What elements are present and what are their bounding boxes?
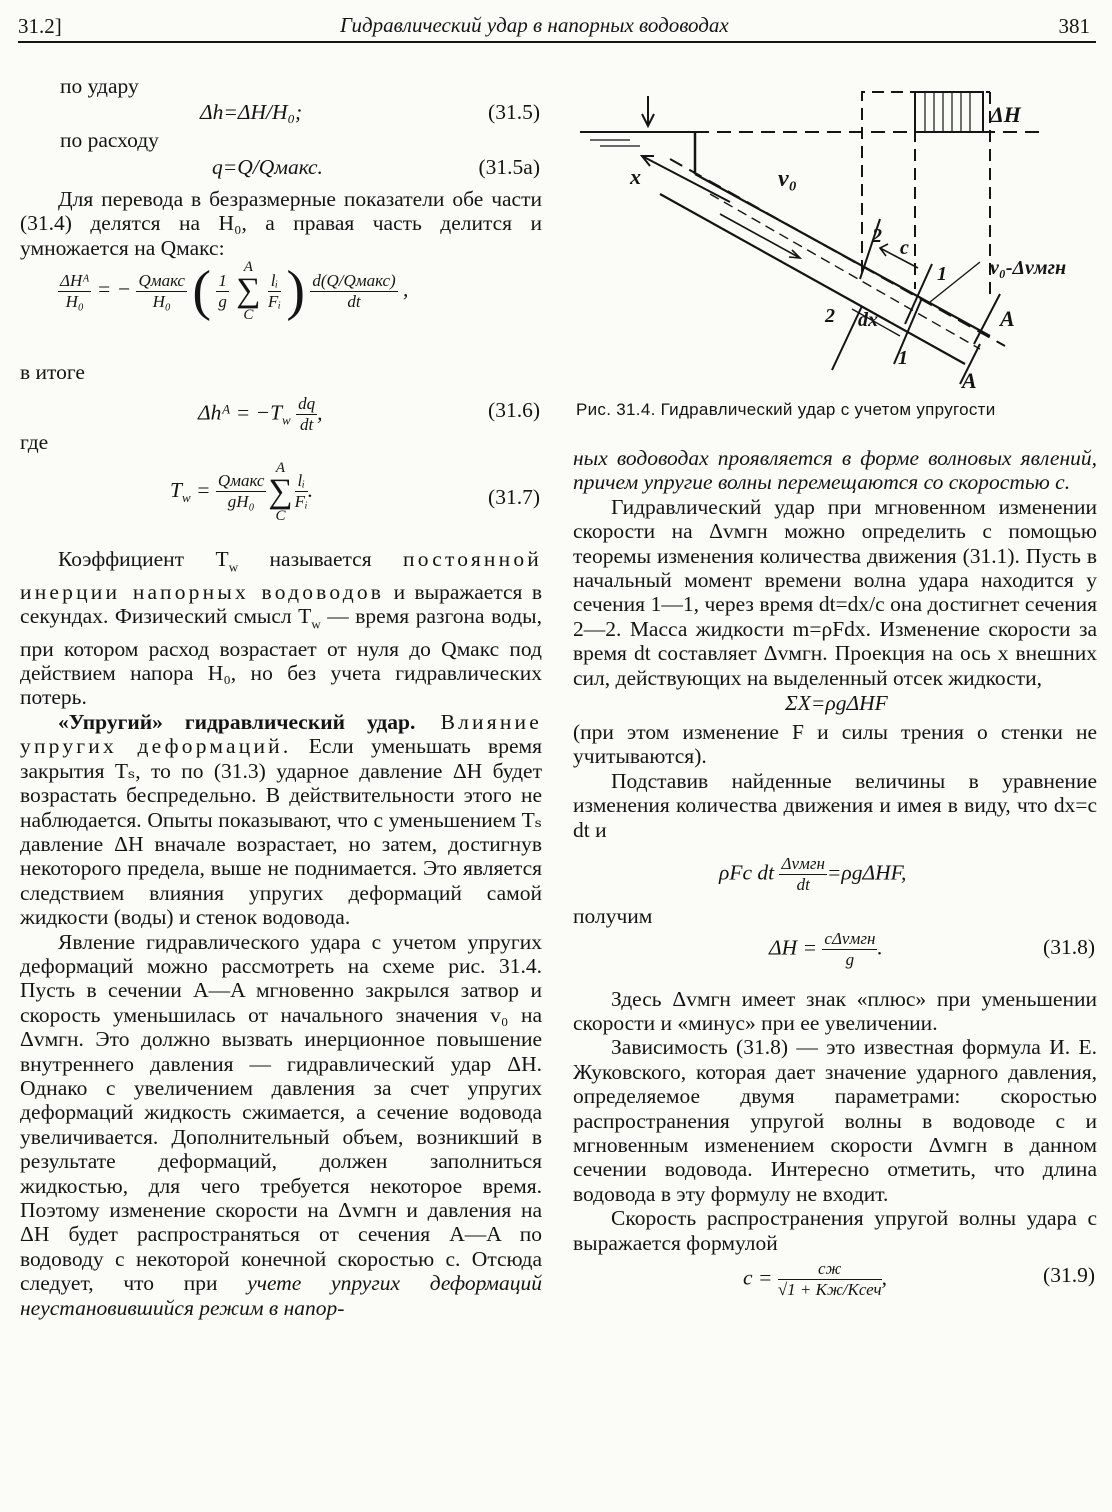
paragraph-substitution: Подставив найденные величины в уравнение изменения количества движения и имея в виду, что dx=c dt и: [573, 768, 1097, 842]
label-x: x: [630, 164, 641, 189]
paragraph-elastic-head: «Упругий» гидравлический удар. Влияние упругих деформаций. Если уменьшать время закрытия Tₛ, то по (31.3) ударное давление ΔH будет возрастать беспредельно. В действительности этого не наблюдается. Опыты показывают, что с уменьшением Tₛ давление ΔH вначале возрастает, но затем, достигнув некоторого предела, выше не поднимается. Это является следствием влияния упругих деформаций самой жидкости (воды) и стенок водовода.: [20, 709, 542, 930]
label-section-1a: 1: [937, 263, 947, 285]
label-c: c: [900, 237, 909, 259]
frac-Qmax-H0: $\frac{\text{Qмакс}}{\text{H₀}}$: [138, 270, 185, 311]
equation-31-7: [20, 455, 542, 547]
page-header: [18, 8, 1096, 40]
text-poluchim: получим: [573, 904, 653, 929]
equation-31-7-number: (31.7): [488, 484, 540, 509]
paren-open: (: [192, 260, 211, 323]
frac-l-F: $\frac{\text{lᵢ}}{\text{Fᵢ}}$: [267, 270, 281, 311]
paragraph-continuation: ных водоводах проявляется в форме волновых явлений, причем упругие волны перемещаются со скоростью c.: [573, 446, 1097, 495]
equation-momentum: ρFc dt $\frac{\text{Δvмгн}}{dt}$ =ρgΔHF,: [719, 854, 907, 895]
text-v-itoge: в итоге: [20, 360, 85, 385]
paragraph-conversion: Для перевода в безразмерные показатели обе части (31.4) делятся на H₀, а правая часть делится и умножается на Qмакс:: [20, 186, 542, 260]
label-section-2a: 2: [872, 225, 882, 247]
label-A-upper: A: [1000, 306, 1015, 331]
frac-dHA-H0: $\frac{\text{ΔHᴬ}}{\text{H₀}}$: [60, 270, 90, 311]
equation-31-6: [20, 384, 542, 434]
running-title: Гидравлический удар в напорных водоводах: [340, 13, 729, 37]
paren-close: ): [286, 260, 305, 323]
equation-31-8-number: (31.8): [1043, 934, 1095, 959]
equation-sum-x: ΣX=ρgΔHF: [785, 691, 888, 716]
paragraph-zhukovsky: Зависимость (31.8) — это известная формула И. Е. Жуковского, которая дает значение ударного давления, определяемое двумя параметрами: скоростью распространения упругой волны в водоводе c и мгновенным изменением скорости Δvмгн в данном сечении водовода. Интересно отметить, что длина водовода в эту формулу не входит.: [573, 1035, 1097, 1206]
equation-31-5: [20, 98, 542, 128]
equation-dimensionless: [20, 260, 542, 360]
equation-31-5a-number: (31.5а): [478, 154, 540, 179]
label-dx: dx: [858, 309, 878, 331]
x-axis-arrow: [642, 156, 730, 202]
text-po-udaru: по удару: [60, 74, 139, 98]
equation-31-9: c = $\frac{cж}{\text{√1 + Kж/Kсеч}}$ , (31.9): [743, 1258, 1095, 1299]
equation-31-5a-body: q=Q/Qмакс.: [212, 154, 323, 179]
left-column: [20, 74, 542, 1320]
figure-31-4: [570, 74, 1100, 414]
frac-dQ-dt: $\frac{\text{d(Q/Qмакс)}}{dt}$: [312, 270, 396, 311]
paragraph-note-friction: (при этом изменение F и силы трения о стенки не учитываются).: [573, 720, 1097, 769]
equals-minus: = −: [96, 276, 132, 301]
equation-31-5a: [20, 153, 542, 183]
equation-31-5-body: Δh=ΔH/H₀;: [200, 100, 303, 125]
label-section-2b: 2: [825, 305, 835, 327]
c-arrow: [880, 248, 918, 268]
page-number: 381: [1058, 14, 1090, 38]
equation-31-6-body: Δhᴬ = $-T_w$ $\frac{dq}{dt}$ ,: [198, 394, 323, 435]
right-column: [573, 446, 1097, 1305]
paragraph-instant-change: Гидравлический удар при мгновенном изменении скорости на Δvмгн можно определить с помощью теоремы изменения количества движения (31.1). Пусть в начальный момент времени волна удара находится у сечения 1—1, через время dt=dx/c она достигнет сечения 2—2. Масса жидкости m=ρFdx. Изменение скорости за время dt составляет Δvмгн. Проекция на ось x внешних сил, действующих на выделенный отсек жидкости,: [573, 494, 1097, 690]
pipe-bottom-wall: [660, 194, 965, 364]
equation-31-6-number: (31.6): [488, 398, 540, 423]
paragraph-coefficient: Коэффициент $T_w$ называется постоянной инерции напорных водоводов и выражается в секундах. Физический смысл $T_w$ — время разгона воды, при котором расход возрастает от нуля до Qмакс под действием напора H₀, но без учета гидравлических потерь.: [20, 546, 543, 710]
frac-1-g: $\frac{1}{g}$: [218, 270, 227, 311]
equation-31-8: ΔH = $\frac{\text{cΔvмгн}}{g}$ . (31.8): [769, 928, 1095, 969]
text-po-rashodu: по расходу: [60, 128, 159, 153]
equation-31-7-body: $T_w$ = $\frac{\text{Qмакс}}{\text{gH₀}}$ A ∑ C $\frac{\text{lᵢ}}{\text{Fᵢ}}$ .: [170, 459, 314, 524]
equation-31-9-number: (31.9): [1043, 1262, 1095, 1287]
figure-caption: Рис. 31.4. Гидравлический удар с учетом упругости: [576, 400, 996, 419]
section-1-upper: [905, 264, 932, 324]
header-rule: [18, 41, 1096, 43]
equation-31-5-number: (31.5): [488, 100, 540, 125]
paragraph-wave-speed: Скорость распространения упругой волны удара c выражается формулой: [573, 1206, 1097, 1255]
section-number: 31.2]: [18, 14, 62, 38]
label-v0: v₀: [778, 166, 798, 192]
label-section-1b: 1: [898, 347, 908, 369]
label-dH: ΔH: [990, 102, 1021, 127]
label-A-lower: A: [962, 368, 977, 393]
label-v0-dv: v₀-Δvмгн: [990, 257, 1067, 279]
paragraph-sign: Здесь Δvмгн имеет знак «плюс» при уменьшении скорости и «минус» при ее увеличении.: [573, 986, 1097, 1035]
comma: ,: [403, 276, 409, 301]
sum-symbol: A ∑ C: [236, 259, 261, 324]
text-gde: где: [20, 430, 49, 455]
paragraph-elastic-phenomenon: Явление гидравлического удара с учетом упругих деформаций можно рассмотреть на схеме рис. 31.4. Пусть в сечении A—A мгновенно закрылся затвор и скорость уменьшилась от начального значения v₀ на Δvмгн. Это должно вызвать инерционное повышение внутреннего давления — гидравлический удар ΔH. Однако с увеличением давления за счет упругих деформаций жидкость сжимается, а сечение водовода увеличивается. Дополнительный объем, возникший в результате деформаций, должен заполниться жидкостью, для чего требуется некоторое время. Поэтому изменение скорости на Δvмгн и давления на ΔH будет распространяться от сечения A—A по водоводу с некоторой конечной скоростью c. Отсюда следует, что при учете упругих деформаций неустановившийся режим в напор-: [20, 929, 543, 1320]
